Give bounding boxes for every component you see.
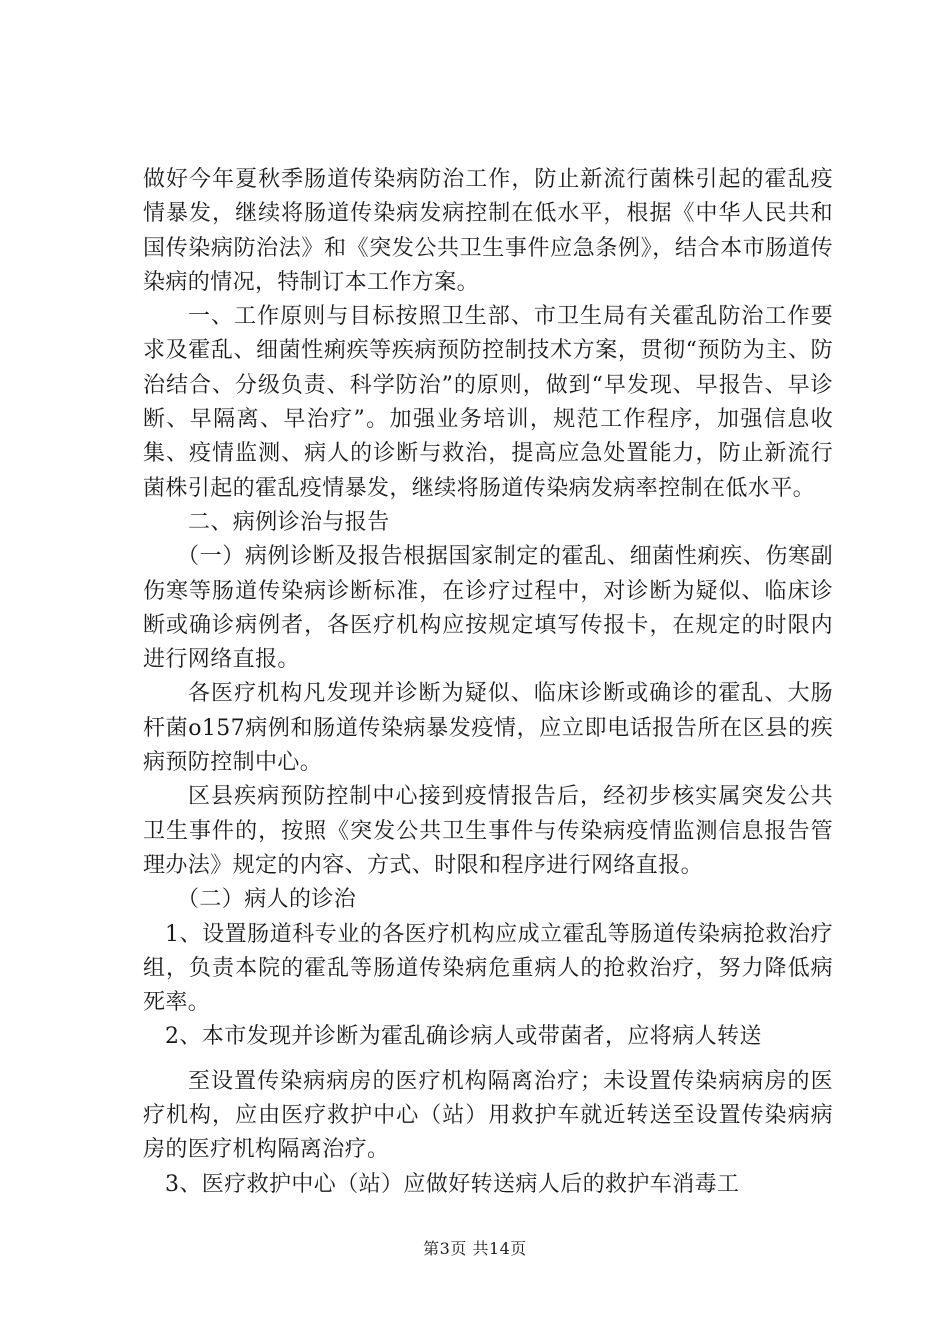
paragraph-section-2-1-b: 各医疗机构凡发现并诊断为疑似、临床诊断或确诊的霍乱、大肠杆菌o157病例和肠道传染病暴发疫情，应立即电话报告所在区县的疾病预防控制中心。 [143,681,833,776]
section-2-2-heading: （二）病人的诊治 [177,887,357,913]
paragraph-section-2-1: （一）病例诊断及报告根据国家制定的霍乱、细菌性痢疾、伤寒副伤寒等肠道传染病诊断标准，在诊疗过程中，对诊断为疑似、临床诊断或确诊病例者，各医疗机构应按规定填写传报卡，在规定的时限内进行网络直报。 [143,544,833,673]
paragraph-item-2-continued: 至设置传染病病房的医疗机构隔离治疗；未设置传染病病房的医疗机构，应由医疗救护中心（站）用救护车就近转送至设置传染病病房的医疗机构隔离治疗。 [143,1068,833,1163]
paragraph-item-2: 2、本市发现并诊断为霍乱确诊病人或带菌者，应将病人转送 [165,1024,762,1050]
paragraph-item-3: 3、医疗救护中心（站）应做好转送病人后的救护车消毒工 [165,1171,740,1197]
paragraph-section-2-1-c: 区县疾病预防控制中心接到疫情报告后，经初步核实属突发公共卫生事件的，按照《突发公共卫生事件与传染病疫情监测信息报告管理办法》规定的内容、方式、时限和程序进行网络直报。 [143,784,833,878]
paragraph-item-1: 1、设置肠道科专业的各医疗机构应成立霍乱等肠道传染病抢救治疗组，负责本院的霍乱等肠道传染病危重病人的抢救治疗，努力降低病死率。 [143,921,833,1016]
section-2-heading: 二、病例诊治与报告 [188,509,390,535]
document-body [143,163,833,1202]
page-number-footer: 第3页 共14页 [423,1239,527,1258]
paragraph-intro: 做好今年夏秋季肠道传染病防治工作，防止新流行菌株引起的霍乱疫情暴发，继续将肠道传染病发病控制在低水平，根据《中华人民共和国传染病防治法》和《突发公共卫生事件应急条例》，结合本市肠道传染病的情况，特制订本工作方案。 [143,167,833,295]
paragraph-section-1: 一、工作原则与目标按照卫生部、市卫生局有关霍乱防治工作要求及霍乱、细菌性痢疾等疾病预防控制技术方案，贯彻“预防为主、防治结合、分级负责、科学防治”的原则，做到“早发现、早报告、早诊断、早隔离、早治疗”。加强业务培训，规范工作程序，加强信息收集、疫情监测、病人的诊断与救治，提高应急处置能力，防止新流行菌株引起的霍乱疫情暴发，继续将肠道传染病发病率控制在低水平。 [143,304,833,501]
